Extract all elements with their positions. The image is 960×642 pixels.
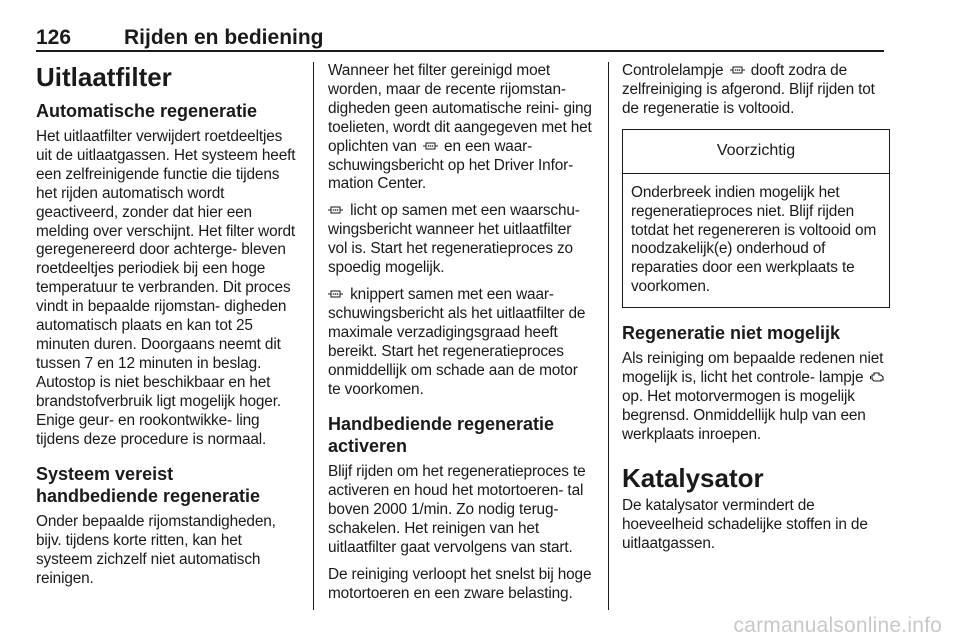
paragraph-filter-cleaning [328, 62, 594, 194]
watermark: carmanualsonline.info [733, 614, 942, 637]
caution-box [622, 129, 890, 308]
text-part: op. Het motorvermogen is mogelijk begrensd. Onmiddellijk hulp van een werkplaats inroepen. [622, 387, 866, 443]
text-part: dooft zodra de zelfreiniging is afgerond. Blijf rijden tot de regeneratie is voltooid. [622, 62, 875, 117]
text-part: licht op samen met een waarschu- wingsbericht wanneer het uitlaatfilter vol is. Start het regeneratieproces zo spoedig mogelijk. [328, 202, 580, 277]
paragraph-filter-full [328, 202, 594, 278]
paragraph-activate-regeneration: Blijf rijden om het regeneratieproces te activeren en houd het motortoeren- tal boven 2000 1/min. Zo nodig terug- schakelen. Het reinigen van het uitlaatfilter gaat vervolgens van start. [328, 463, 586, 557]
page-header [36, 26, 886, 52]
diesel-particulate-filter-icon [328, 288, 343, 300]
subsection-title-niet-mogelijk: Regeneratie niet mogelijk [622, 323, 841, 344]
paragraph-automatic-regeneration: Het uitlaatfilter verwijdert roetdeeltjes uit de uitlaatgassen. Het systeem heeft een zelfreinigende functie die tijdens het rijden automatisch wordt geactiveerd, zonder dat hier een melding over verschijnt. Het filter wordt geregenereerd door achterge- bleven roetdeeltjes periodiek bij een hoge temperatuur te verbranden. Dit proces vindt in bepaalde rijomstan- digheden automatisch plaats en kan tot 25 minuten duren. Doorgaans neemt dit tussen 7 en 12 minuten in beslag. Autostop is niet beschikbaar en het brandstofverbruik ligt mogelijk hoger. Enige geur- en rookontwikke- ling tijdens deze procedure is normaal. [36, 128, 296, 448]
diesel-particulate-filter-icon [423, 140, 438, 152]
column-divider-2 [608, 62, 609, 610]
caution-body [623, 174, 889, 307]
text-part: Wanneer het filter gereinigd moet worden, maar de recente rijomstan- digheden geen automatische reini- ging toelieten, wordt dit aangegeven met het oplichten van [328, 62, 592, 155]
text-part: Controlelampje [622, 62, 724, 79]
subsection-title-automatische-regeneratie: Automatische regeneratie [36, 101, 258, 121]
paragraph-lamp-off [622, 62, 890, 119]
text-part: en een waar- schuwingsbericht op het Driver Infor- mation Center. [328, 137, 574, 193]
header-divider [36, 50, 884, 52]
subsection-title-handbediende-vereist: Systeem vereist handbediende regeneratie [36, 464, 261, 507]
section-title-uitlaatfilter: Uitlaatfilter [36, 62, 172, 92]
paragraph-catalyst: De katalysator vermindert de hoeveelheid schadelijke stoffen in de uitlaatgassen. [622, 496, 868, 552]
diesel-particulate-filter-icon [328, 204, 343, 216]
paragraph-not-possible [622, 350, 890, 445]
page-number: 126 [36, 26, 72, 49]
chapter-title: Rijden en bediening [124, 26, 324, 49]
paragraph-filter-flashing [328, 286, 594, 399]
caution-title: Voorzichtig [623, 130, 889, 174]
section-title-katalysator: Katalysator [622, 462, 764, 493]
text-part: Als reiniging om bepaalde redenen niet mogelijk is, licht het controle- lampje [622, 350, 884, 387]
column-1 [36, 62, 298, 597]
diesel-particulate-filter-icon [730, 64, 745, 76]
subsection-title-handbediende-activeren: Handbediende regeneratie activeren [328, 414, 555, 457]
column-3 [622, 62, 890, 561]
paragraph-short-trips: Onder bepaalde rijomstandigheden, bijv. tijdens korte ritten, kan het systeem zichzelf niet automatisch reinigen. [36, 513, 276, 588]
paragraph-cleaning-speed: De reiniging verloopt het snelst bij hoge motortoeren en een zware belasting. [328, 565, 592, 602]
caution-text: Onderbreek indien mogelijk het regeneratieproces niet. Blijf rijden totdat het regenereren is voltooid om noodzakelijk(e) onderhoud of reparaties door een werkplaats te voorkomen. [631, 183, 877, 296]
engine-check-icon [870, 371, 885, 383]
column-2 [328, 62, 594, 612]
text-part: knippert samen met een waar- schuwingsbericht als het uitlaatfilter de maximale verzadigingsgraad heeft bereikt. Start het regeneratieproces onmiddellijk om schade aan de motor te voorkomen. [328, 285, 586, 398]
column-divider-1 [313, 62, 314, 610]
